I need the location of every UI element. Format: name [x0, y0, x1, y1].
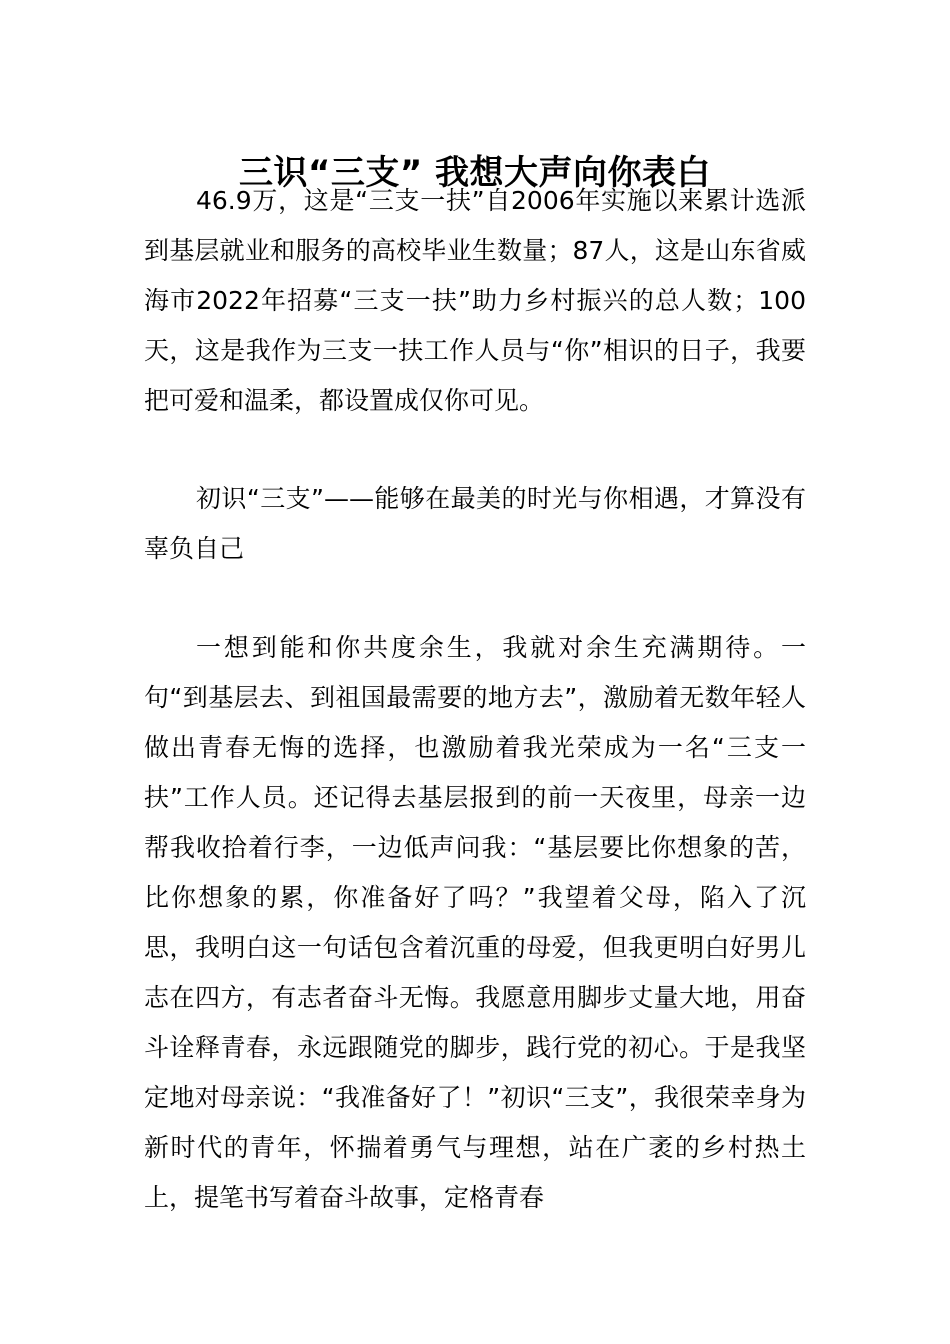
document-title: 三识“三支” 我想大声向你表白: [238, 152, 712, 193]
section-heading-first-acquaintance: 初识“三支”——能够在最美的时光与你相遇，才算没有辜负自己: [144, 484, 806, 563]
paragraph-intro: 46.9万，这是“三支一扶”自2006年实施以来累计选派到基层就业和服务的高校毕业生数量；87人，这是山东省威海市2022年招募“三支一扶”助力乡村振兴的总人数；100天，这是我作为三支一扶工作人员与“你”相识的日子，我要把可爱和温柔，都设置成仅你可见。: [144, 186, 806, 415]
paragraph-body: 一想到能和你共度余生，我就对余生充满期待。一句“到基层去、到祖国最需要的地方去”，激励着无数年轻人做出青春无悔的选择，也激励着我光荣成为一名“三支一扶”工作人员。还记得去基层报到的前一天夜里，母亲一边帮我收拾着行李，一边低声问我：“基层要比你想象的苦，比你想象的累，你准备好了吗？”我望着父母，陷入了沉思，我明白这一句话包含着沉重的母爱，但我更明白好男儿志在四方，有志者奋斗无悔。我愿意用脚步丈量大地，用奋斗诠释青春，永远跟随党的脚步，践行党的初心。于是我坚定地对母亲说：“我准备好了！”初识“三支”，我很荣幸身为新时代的青年，怀揣着勇气与理想，站在广袤的乡村热土上，提笔书写着奋斗故事，定格青春: [144, 633, 806, 1212]
